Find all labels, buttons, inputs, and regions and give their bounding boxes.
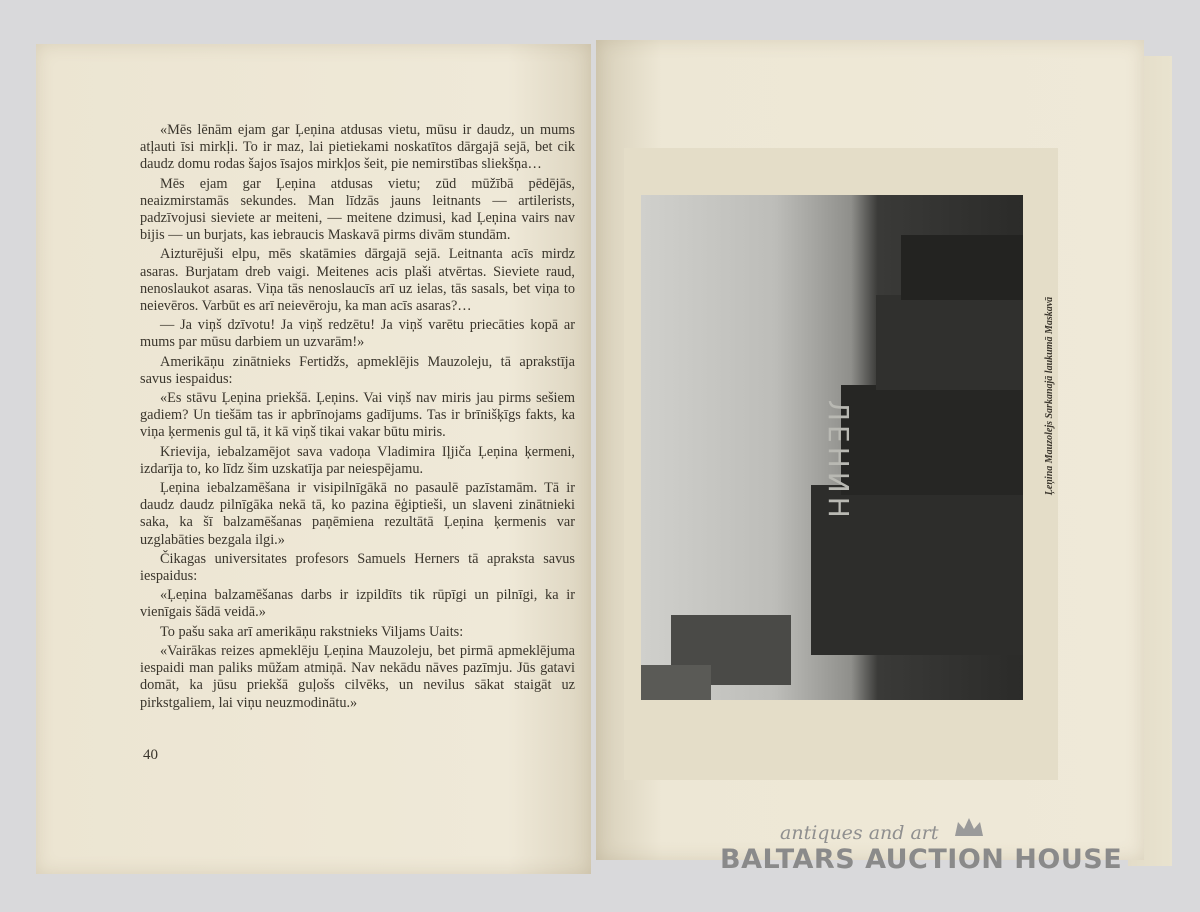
mausoleum-tier bbox=[876, 295, 1023, 390]
paragraph: Čikagas universitates profesors Samuels Herners tā apraksta savus iespaidus: bbox=[140, 550, 575, 585]
paragraph: Mēs ejam gar Ļeņina atdusas vietu; zūd mūžībā pēdējās, neaizmirstamās sekundes. Man līdzās jauns leitnants — artilerists, padzīvojusi sieviete ar meiteni, — meitene dzimusi, kad Ļeņina vairs nav bijis — un burjats, kas iebraucis Maskavā pirms divām stundām. bbox=[140, 175, 575, 244]
paragraph: Amerikāņu zinātnieks Fertidžs, apmeklējis Mauzoleju, tā aprakstīja savus iespaidus: bbox=[140, 353, 575, 387]
paragraph: Ļeņina iebalzamēšana ir visipilnīgākā no pasaulē pazīstamām. Tā ir daudz daudz pilnīgāka nekā tā, ko pazina ēģiptieši, un slaveni zinātnieki saka, ka šī balzamēšanas paņēmiena rezultātā Ļeņina ķermenis var uzglabāties bezgala ilgi.» bbox=[140, 480, 575, 548]
paragraph: — Ja viņš dzīvotu! Ja viņš redzētu! Ja viņš varētu priecāties kopā ar mums par mūsu darbiem un uzvarām!» bbox=[140, 317, 575, 351]
paragraph: «Mēs lēnām ejam gar Ļeņina atdusas vietu, mūsu ir daudz, un mums atļauti īsi mirkļi. To ir maz, lai pietiekami noskatītos dārgajā sejā, bet cik daudz domu rodas šajos īsajos mirkļos šeit, pie nemirstības sliekšņa… bbox=[140, 122, 575, 173]
page-number: 40 bbox=[143, 747, 158, 763]
watermark-tagline: antiques and art bbox=[780, 822, 939, 844]
tower-top bbox=[641, 665, 711, 700]
paragraph: Aizturējuši elpu, mēs skatāmies dārgajā sejā. Leitnanta acīs mirdz asaras. Burjatam dreb vaigi. Meitenes acis plaši atvērtas. Sieviete raud, nenoslaukot asaras. Viņa tās nenoslaucīs arī uz ielas, tās sasals, bet viņa to neievēros. Varbūt es arī neievēroju, ka man acīs asaras?… bbox=[140, 246, 575, 315]
crown-icon bbox=[953, 816, 985, 840]
photo-caption: Ļeņina Mauzolejs Sarkanajā laukumā Maskavā bbox=[1044, 296, 1055, 496]
paragraph: «Es stāvu Ļeņina priekšā. Ļeņins. Vai viņš nav miris jau pirms sešiem gadiem? Un tiešām tas ir apbrīnojams gadījums. Tas ir brīnišķīgs fakts, ka viņa ķermenis gul tā, it kā viņš tikai vakar būtu miris. bbox=[140, 390, 575, 441]
lenin-sign: ЛЕНИН bbox=[822, 400, 855, 522]
mausoleum-tier bbox=[841, 385, 1023, 495]
paragraph: Krievija, iebalzamējot sava vadoņa Vladimira Iļjiča Ļeņina ķermeni, izdarīja to, ko līdz šim uzskatīja par neiespējamu. bbox=[140, 443, 575, 477]
left-page bbox=[36, 44, 591, 874]
mausoleum-top bbox=[901, 235, 1023, 300]
paragraph: «Ļeņina balzamēšanas darbs ir izpildīts tik rūpīgi un pilnīgi, ka ir vienīgais šādā veidā.» bbox=[140, 587, 575, 621]
mausoleum-photo bbox=[641, 195, 1023, 700]
paragraph: «Vairākas reizes apmeklēju Ļeņina Mauzoleju, bet pirmā apmeklējuma iespaidi man paliks mūžam atmiņā. Nav nekādu nāves pazīmju. Jūs gatavi domāt, ka jūsu priekšā guļošs cilvēks, un nevilus sākat staigāt uz pirkstgaliem, lai viņu neuzmodinātu.» bbox=[140, 642, 575, 711]
watermark-brand: BALTARS AUCTION HOUSE bbox=[720, 844, 1123, 875]
paragraph: To pašu saka arī amerikāņu rakstnieks Viljams Uaits: bbox=[160, 623, 464, 640]
body-text bbox=[140, 122, 575, 714]
right-page bbox=[596, 40, 1144, 860]
